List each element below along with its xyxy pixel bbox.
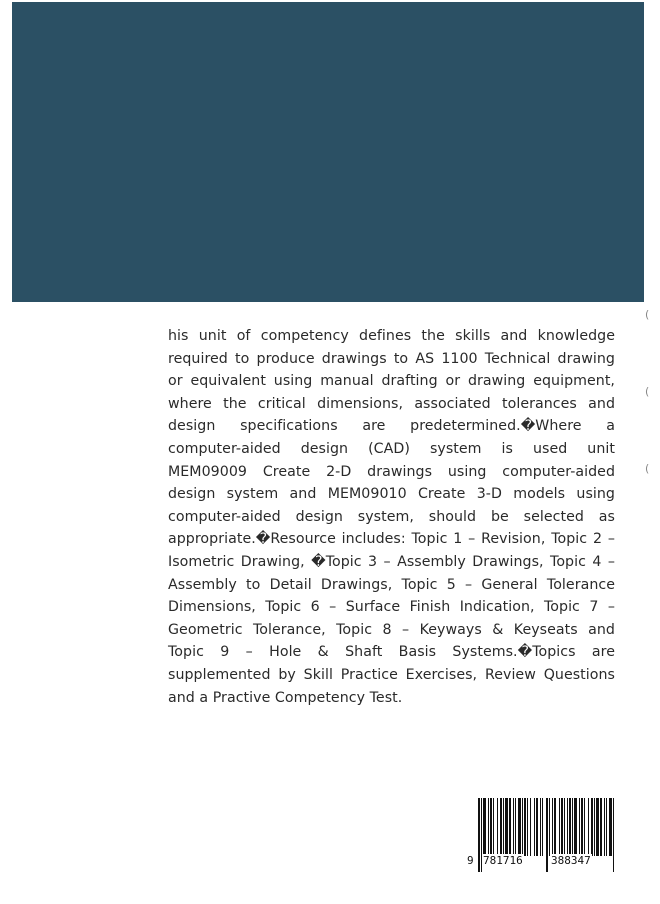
barcode-bar	[503, 798, 504, 856]
barcode-bar	[518, 798, 521, 856]
barcode-bar	[515, 798, 516, 856]
barcode-bar	[561, 798, 563, 856]
barcode-bar	[500, 798, 502, 856]
edge-mark: (	[645, 308, 650, 321]
barcode-bar	[509, 798, 511, 856]
barcode-bar	[569, 798, 571, 856]
barcode-bar	[493, 798, 494, 856]
description-line: MEM09009 Create 2-D drawings using computer-aided	[168, 463, 615, 480]
cover-edge-strip	[644, 2, 660, 302]
cover-color-band	[12, 2, 644, 302]
barcode-digits	[466, 854, 616, 868]
barcode-bar	[534, 798, 535, 856]
description-line: Topic 9 – Hole & Shaft Basis Systems.�Topics are	[168, 644, 615, 661]
barcode-bar	[584, 798, 585, 856]
isbn-group-1: 781716	[483, 854, 523, 867]
barcode-bar	[606, 798, 607, 856]
barcode-bar	[564, 798, 565, 856]
barcode-bar	[574, 798, 577, 856]
barcode-bar	[567, 798, 568, 856]
barcode-bar	[542, 798, 543, 856]
description-line: supplemented by Skill Practice Exercises, Review Questions	[168, 666, 615, 683]
back-cover-description	[168, 325, 615, 709]
barcode-bar	[549, 798, 550, 856]
description-line: computer-aided design (CAD) system is used unit	[168, 440, 615, 457]
description-line: his unit of competency defines the skills and knowledge	[168, 328, 615, 344]
description-line: design specifications are predetermined.�Where a	[168, 418, 615, 435]
barcode-bar	[497, 798, 498, 856]
barcode-bar	[581, 798, 583, 856]
barcode-bar	[554, 798, 556, 856]
barcode-bar	[527, 798, 528, 856]
description-line: where the critical dimensions, associated tolerances and	[168, 395, 615, 412]
edge-mark: (	[645, 385, 650, 398]
description-line: computer-aided design system, should be selected as	[168, 508, 615, 525]
barcode-bar	[588, 798, 589, 856]
barcode-bar	[609, 798, 612, 856]
barcode-bar	[552, 798, 553, 856]
barcode-bar	[483, 798, 486, 856]
barcode-bar	[530, 798, 531, 856]
description-line: appropriate.�Resource includes: Topic 1 – Revision, Topic 2 –	[168, 531, 615, 548]
description-line: or equivalent using manual drafting or drawing equipment,	[168, 373, 615, 390]
barcode-bar	[505, 798, 508, 856]
barcode-bar	[559, 798, 560, 856]
barcode-bar	[522, 798, 523, 856]
barcode-bar	[572, 798, 573, 856]
description-line: Geometric Tolerance, Topic 8 – Keyways & Keyseats and	[168, 621, 615, 638]
description-line: design system and MEM09010 Create 3-D models using	[168, 486, 615, 503]
description-line: Assembly to Detail Drawings, Topic 5 – General Tolerance	[168, 576, 615, 593]
isbn-prefix: 9	[467, 854, 474, 867]
barcode-bar	[579, 798, 580, 856]
barcode-bar	[524, 798, 526, 856]
barcode-bar	[594, 798, 595, 856]
isbn-group-2: 388347	[551, 854, 591, 867]
description-line: Dimensions, Topic 6 – Surface Finish Indication, Topic 7 –	[168, 599, 615, 616]
barcode-bar	[596, 798, 599, 856]
description-line: and a Practive Competency Test.	[168, 689, 403, 706]
description-line: Isometric Drawing, �Topic 3 – Assembly Drawings, Topic 4 –	[168, 553, 615, 570]
barcode-bar	[488, 798, 489, 856]
description-line: required to produce drawings to AS 1100 Technical drawing	[168, 350, 615, 367]
barcode-bar	[540, 798, 541, 856]
barcode-bar	[490, 798, 492, 856]
barcode-bar	[591, 798, 593, 856]
edge-mark: (	[645, 462, 650, 475]
isbn-barcode	[466, 798, 616, 872]
barcode-bar	[604, 798, 605, 856]
barcode-bar	[536, 798, 538, 856]
barcode-bar	[513, 798, 514, 856]
barcode-bar	[600, 798, 602, 856]
